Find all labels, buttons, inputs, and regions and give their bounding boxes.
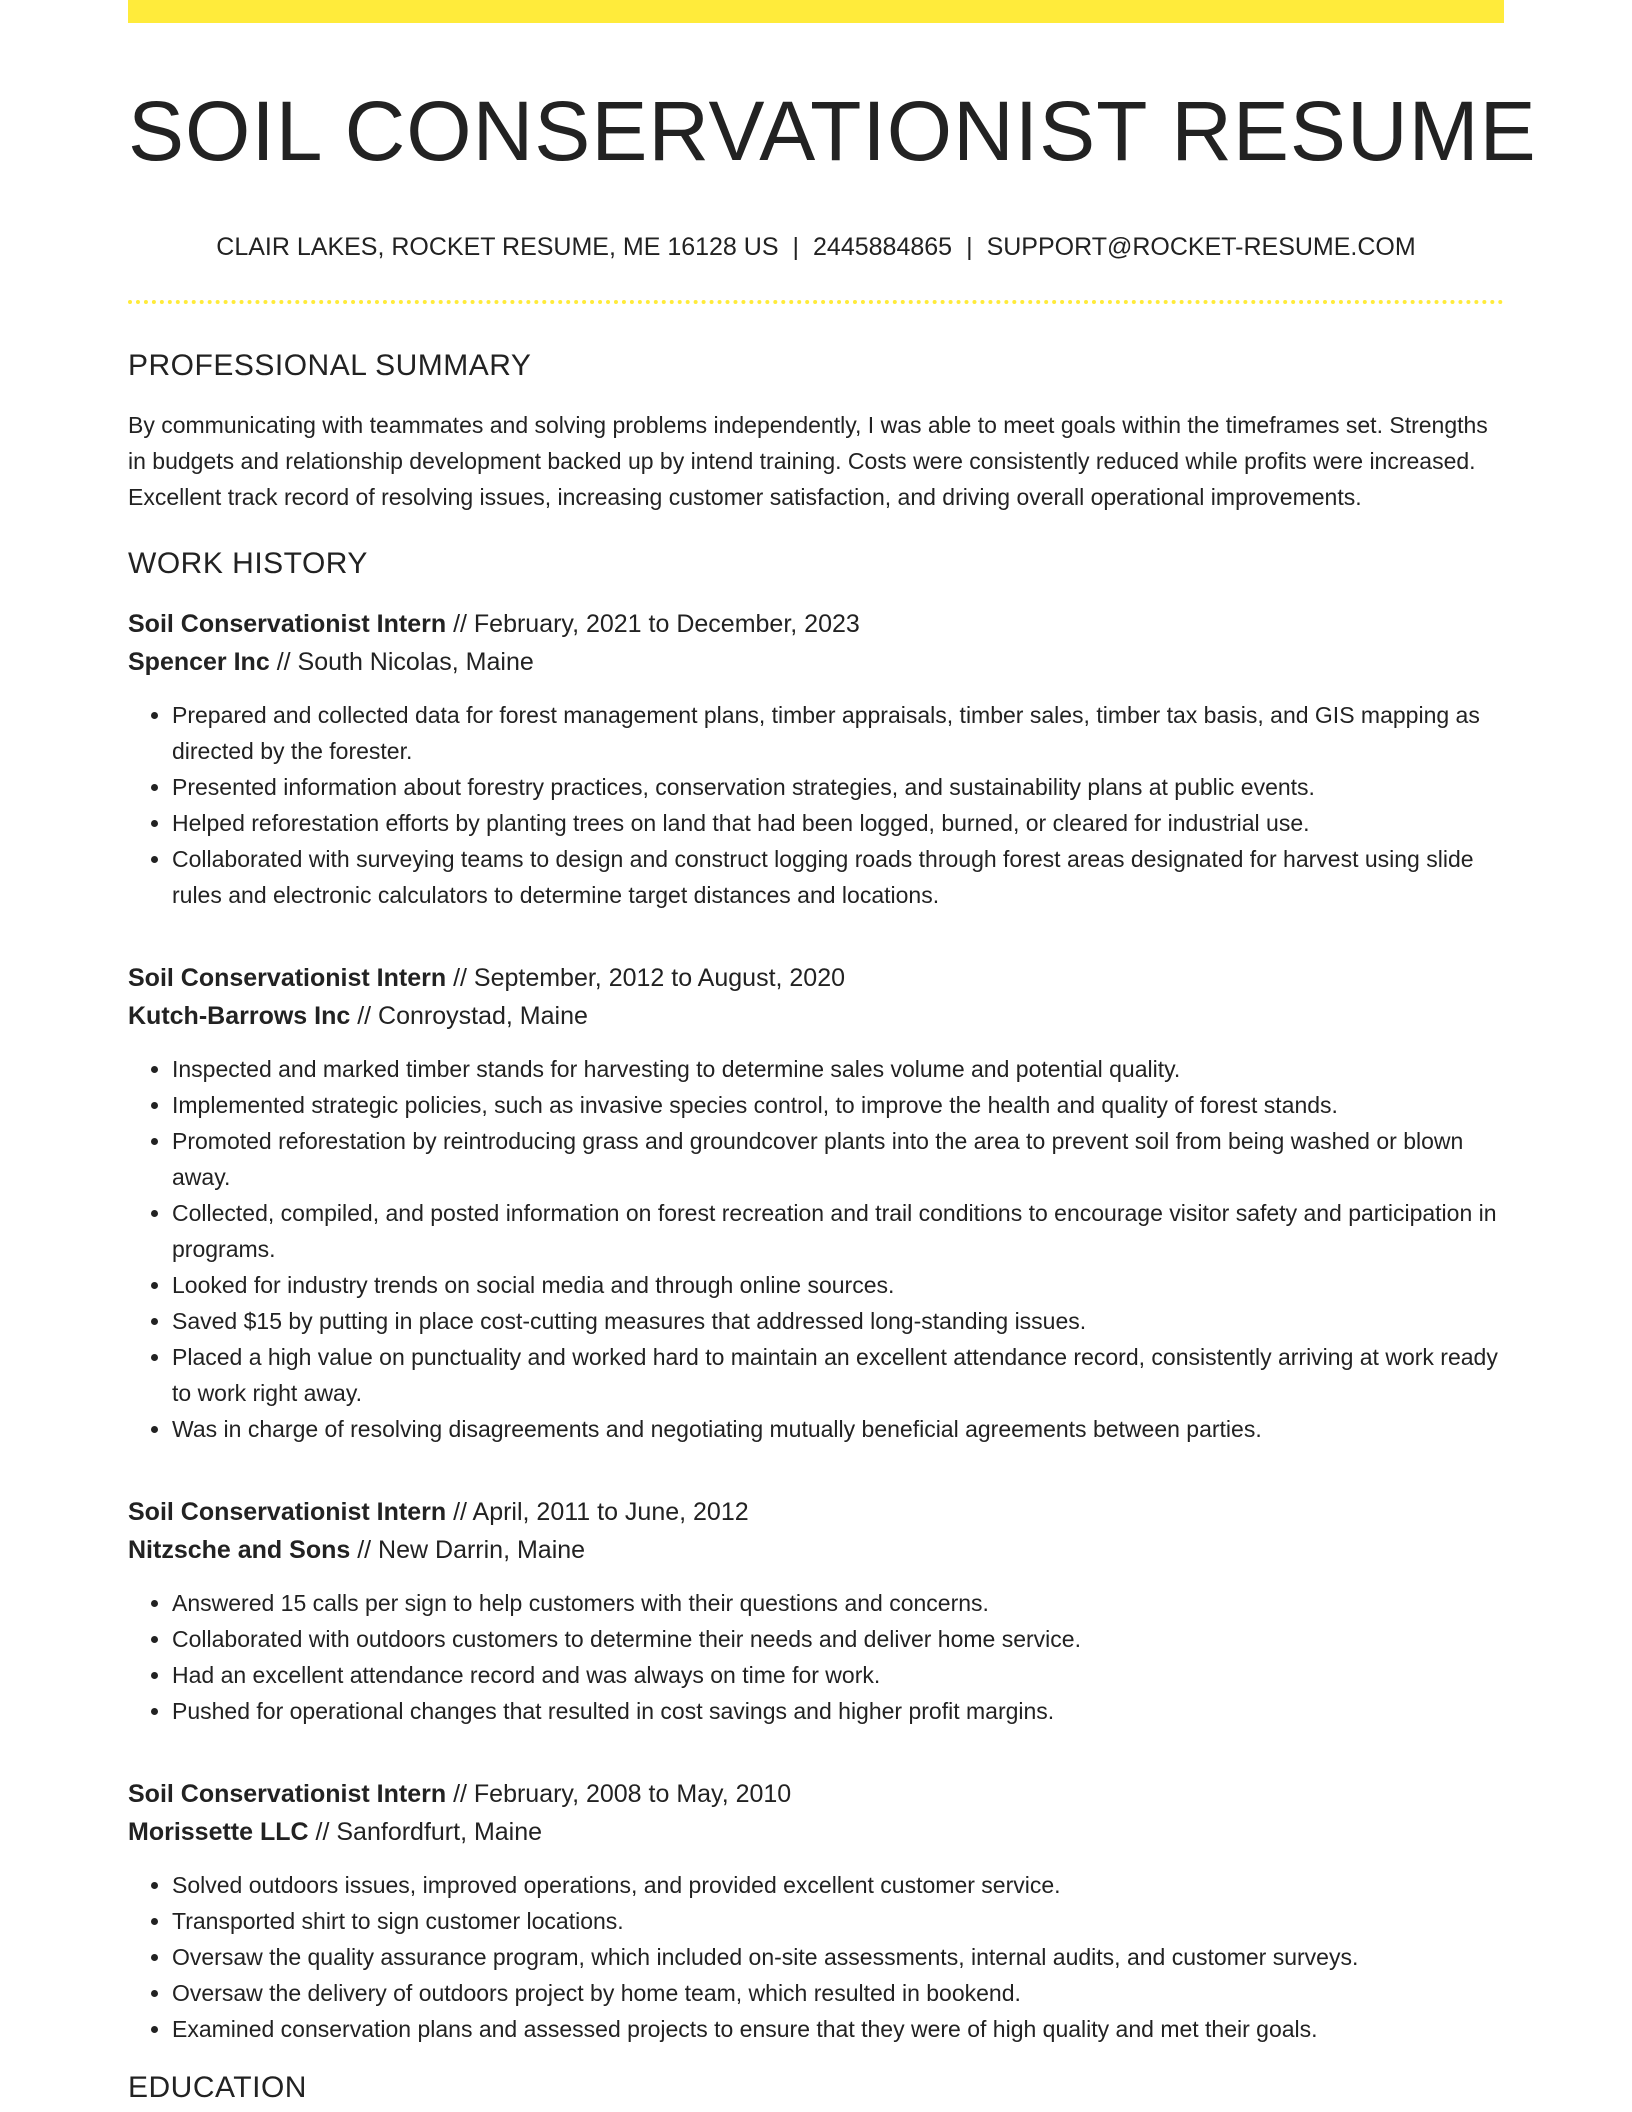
top-accent-bar [128,0,1504,23]
job-title-line [128,959,1504,997]
contact-line [128,233,1504,262]
job-entry [128,1493,1504,1729]
job-bullet: • Prepared and collected data for forest management plans, timber appraisals, timber sales, timber tax basis, and GIS mapping as directed by the forester. [172,697,1504,769]
job-bullet: • Presented information about forestry practices, conservation strategies, and sustainability plans at public events. [172,769,1504,805]
resume-page [128,0,1537,2105]
job-company-line [128,1531,1504,1569]
job-dates: // September, 2012 to August, 2020 [453,964,846,993]
job-bullet: • Was in charge of resolving disagreements and negotiating mutually beneficial agreements between parties. [172,1411,1504,1447]
job-bullet: • Looked for industry trends on social media and through online sources. [172,1267,1504,1303]
education-heading: EDUCATION [128,2071,307,2105]
job-bullet: • Answered 15 calls per sign to help customers with their questions and concerns. [172,1585,1504,1621]
job-location: // New Darrin, Maine [357,1536,586,1565]
job-company-line [128,1813,1504,1851]
job-bullet: • Oversaw the delivery of outdoors project by home team, which resulted in bookend. [172,1975,1504,2011]
contact-address: CLAIR LAKES, ROCKET RESUME, ME 16128 US [216,233,779,262]
job-bullets [128,1867,1504,2047]
job-title: Soil Conservationist Intern [128,610,447,639]
job-bullet: • Placed a high value on punctuality and worked hard to maintain an excellent attendance record, consistently arriving at work ready to work right away. [172,1339,1504,1411]
job-dates: // February, 2021 to December, 2023 [453,610,860,639]
job-location: // Conroystad, Maine [357,1002,588,1031]
job-bullet: • Collaborated with surveying teams to design and construct logging roads through forest areas designated for harvest using slide rules and electronic calculators to determine target distances and locations. [172,841,1504,913]
job-company-line [128,643,1504,681]
summary-heading: PROFESSIONAL SUMMARY [128,349,532,383]
job-entry [128,1775,1504,2047]
job-location: // South Nicolas, Maine [276,648,534,677]
contact-separator: | [792,233,800,262]
job-entry [128,959,1504,1447]
job-company: Nitzsche and Sons [128,1536,351,1565]
job-bullet: • Oversaw the quality assurance program, which included on-site assessments, internal audits, and customer surveys. [172,1939,1504,1975]
job-dates: // February, 2008 to May, 2010 [453,1780,792,1809]
job-company-line [128,997,1504,1035]
contact-email: SUPPORT@ROCKET-RESUME.COM [986,233,1416,262]
job-bullet: • Saved $15 by putting in place cost-cutting measures that addressed long-standing issues. [172,1303,1504,1339]
job-bullet: • Transported shirt to sign customer locations. [172,1903,1504,1939]
job-company: Spencer Inc [128,648,270,677]
header-divider [128,300,1504,304]
job-title-line [128,1775,1504,1813]
job-company: Kutch-Barrows Inc [128,1002,351,1031]
job-title: Soil Conservationist Intern [128,964,447,993]
page-title: SOIL CONSERVATIONIST RESUME [128,84,1537,178]
job-bullet: • Helped reforestation efforts by planting trees on land that had been logged, burned, or cleared for industrial use. [172,805,1504,841]
job-title: Soil Conservationist Intern [128,1498,447,1527]
job-bullets [128,1585,1504,1729]
work-history-heading: WORK HISTORY [128,547,368,581]
job-title: Soil Conservationist Intern [128,1780,447,1809]
job-bullet: • Solved outdoors issues, improved operations, and provided excellent customer service. [172,1867,1504,1903]
job-title-line [128,1493,1504,1531]
job-bullet: • Had an excellent attendance record and was always on time for work. [172,1657,1504,1693]
job-bullet: • Promoted reforestation by reintroducing grass and groundcover plants into the area to prevent soil from being washed or blown away. [172,1123,1504,1195]
job-bullet: • Implemented strategic policies, such as invasive species control, to improve the health and quality of forest stands. [172,1087,1504,1123]
job-bullet: • Examined conservation plans and assessed projects to ensure that they were of high quality and met their goals. [172,2011,1504,2047]
job-bullets [128,697,1504,913]
job-entry [128,605,1504,913]
job-bullet: • Inspected and marked timber stands for harvesting to determine sales volume and potential quality. [172,1051,1504,1087]
job-company: Morissette LLC [128,1818,309,1847]
job-title-line [128,605,1504,643]
job-location: // Sanfordfurt, Maine [315,1818,543,1847]
job-dates: // April, 2011 to June, 2012 [453,1498,749,1527]
job-bullet: • Collected, compiled, and posted information on forest recreation and trail conditions to encourage visitor safety and participation in programs. [172,1195,1504,1267]
job-bullets [128,1051,1504,1447]
job-bullet: • Collaborated with outdoors customers to determine their needs and deliver home service. [172,1621,1504,1657]
contact-phone: 2445884865 [813,233,953,262]
contact-separator: | [966,233,973,262]
summary-text: By communicating with teammates and solving problems independently, I was able to meet goals within the timeframes set. Strengths in budgets and relationship development backed up by intend training. Costs were consistently reduced while profits were increased. Excellent track record of resolving issues, increasing customer satisfaction, and driving overall operational improvements. [128,412,1488,511]
job-bullet: • Pushed for operational changes that resulted in cost savings and higher profit margins. [172,1693,1504,1729]
